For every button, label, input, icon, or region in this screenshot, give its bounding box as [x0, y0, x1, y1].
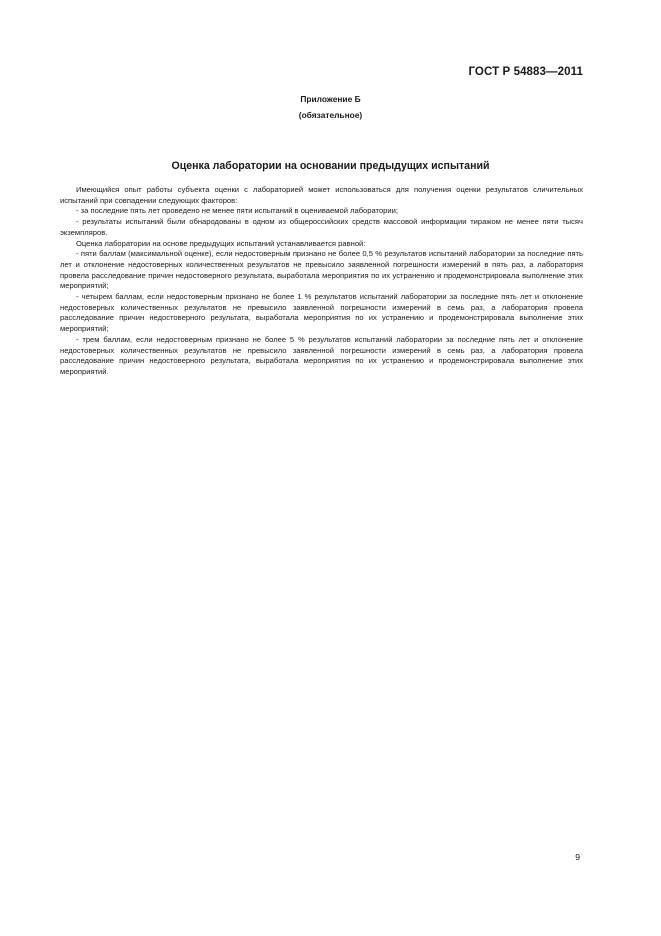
- list-item: - трем баллам, если недостоверным признано не более 5 % результатов испытаний лаборатории за последние пять лет и отклонение недостоверных количественных результатов не превысило заявленной погрешности измерений в семь раз, а лаборатория провела расследование причин недостоверного результата, выработала мероприятия по их устранению и продемонстрировала выполнение этих мероприятий.: [60, 334, 583, 376]
- paragraph-scoring: Оценка лаборатории на основе предыдущих испытаний устанавливается равной:: [76, 238, 366, 248]
- body-text: [60, 185, 583, 378]
- paragraph-intro: Имеющийся опыт работы субъекта оценки с лабораторией может использоваться для получения оценки результатов сличительных испытаний при совпадении следующих факторов:: [60, 185, 583, 205]
- list-item: - четырем баллам, если недостоверным признано не более 1 % результатов испытаний лаборатории за последние пять лет и отклонение недостоверных количественных результатов не превысило заявленной погрешности измерений в семь раз, а лаборатория провела расследование причин недостоверного результата, выработала мероприятия по их устранению и продемонстрировала выполнение этих мероприятий;: [60, 292, 583, 334]
- page-number: 9: [575, 852, 580, 862]
- annex-title: Приложение Б: [300, 94, 361, 104]
- section-title: Оценка лаборатории на основании предыдущих испытаний: [171, 160, 490, 172]
- annex-status: (обязательное): [298, 110, 363, 120]
- list-item: - пяти баллам (максимальной оценке), если недостоверным признано не более 0,5 % результатов испытаний лаборатории за последние пять лет и отклонение недостоверных количественных результатов не превысило заявленной погрешности измерений в пять раз, а лаборатория провела расследование причин недостоверного результата, выработала мероприятия по их устранению и продемонстрировала выполнение этих мероприятий;: [60, 249, 583, 291]
- list-item: - результаты испытаний были обнародованы в одном из общероссийских средств массовой информации тиражом не менее пяти тысяч экземпляров.: [60, 217, 583, 237]
- document-id: ГОСТ Р 54883—2011: [468, 66, 583, 78]
- list-item: - за последние пять лет проведено не менее пяти испытаний в оцениваемой лаборатории;: [76, 206, 398, 216]
